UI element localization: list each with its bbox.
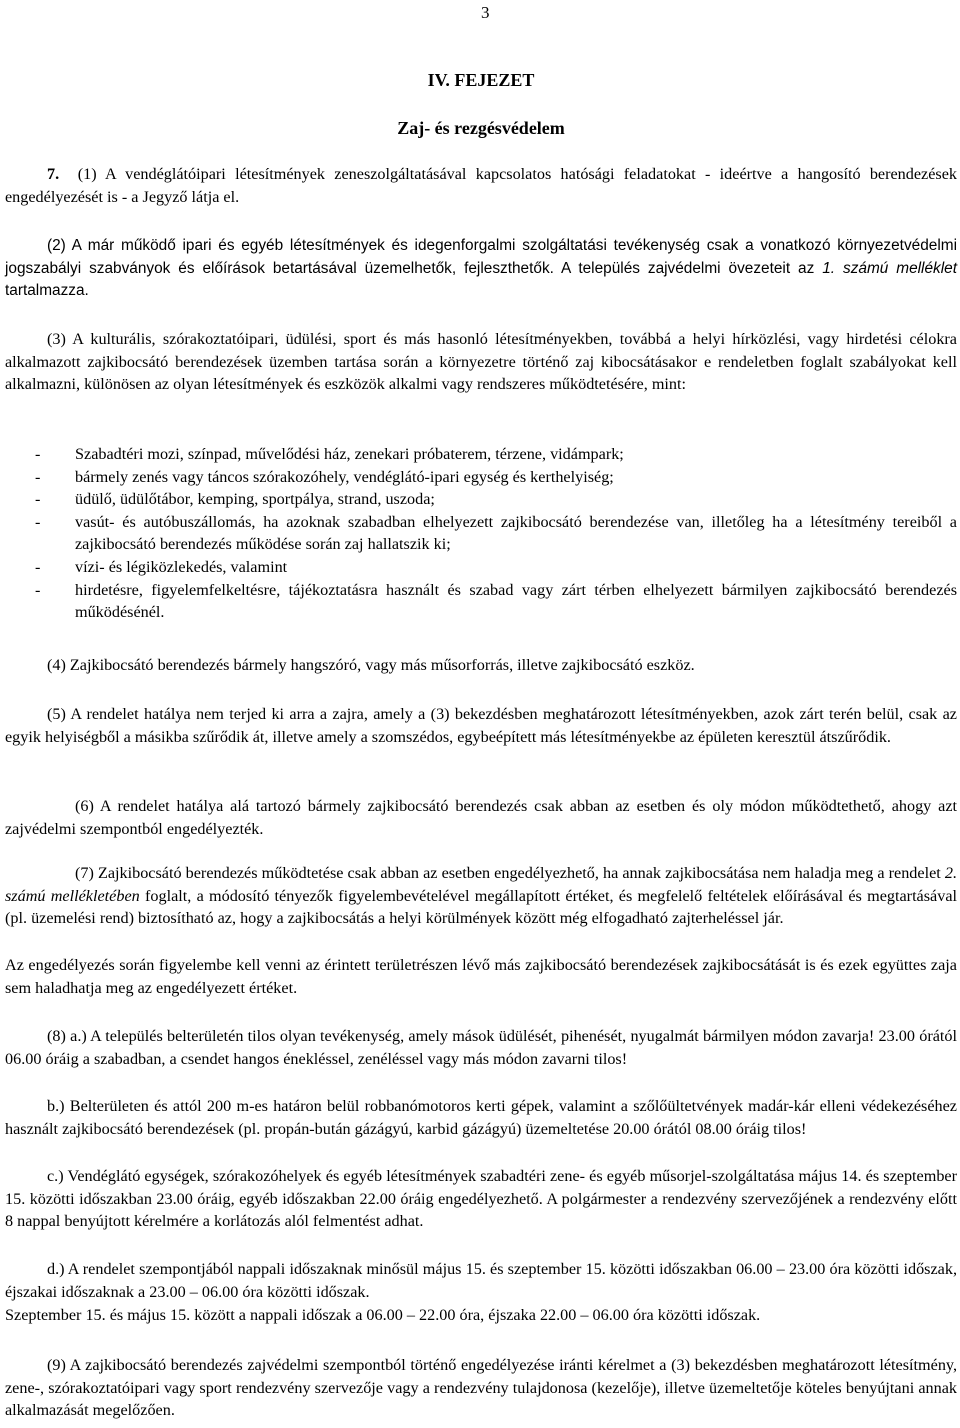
paragraph-9: (9) A zajkibocsátó berendezés zajvédelmi szempontból történő engedélyezése iránti kérelmet a (3) bekezdésben meghatározott létesítmény, zene-, szórakoztatóipari vagy sport rendezvény szervezője vagy a rendezvény tulajdonosa (kezelője), illetve üzemeltetője köteles benyújtani annak alkalmazását megelőzően. bbox=[5, 1356, 957, 1420]
paragraph-2 bbox=[5, 235, 957, 303]
list-dash: - bbox=[35, 580, 41, 599]
list-item: - Szabadtéri mozi, színpad, művelődési ház, zenekari próbaterem, térzene, vidámpark; bbox=[5, 443, 957, 466]
facility-list bbox=[5, 443, 957, 624]
annex-1-reference: 1. számú melléklet bbox=[822, 259, 957, 277]
paragraph-1 bbox=[5, 163, 957, 208]
paragraph-7b: Az engedélyezés során figyelembe kell venni az érintett területrészen lévő más zajkibocsátó berendezések zajkibocsátását is és ezek együttes zaja sem haladhatja meg az engedélyezett értéket. bbox=[5, 956, 957, 997]
section-number: 7. bbox=[47, 165, 60, 183]
paragraph-8c: c.) Vendéglátó egységek, szórakozóhelyek és egyéb létesítmények szabadtéri zene- és egyéb műsorjel-szolgáltatása május 14. és szeptember 15. közötti időszakban 23.00 óráig, egyéb időszakban 22.00 óráig engedélyezhető. A polgármester a rendezvény szervezőjének a rendezvény előtt 8 nappal benyújtott kérelmére a korlátozás alól felmentést adhat. bbox=[5, 1167, 957, 1231]
paragraph-2-text: (2) A már működő ipari és egyéb létesítmények és idegenforgalmi szolgáltatási tevékenység csak a vonatkozó környezetvédelmi jogszabályi szabványok és előírások betartásával üzemelhetők, fejleszthetők. A település zajvédelmi övezeteit az bbox=[5, 237, 957, 277]
page-number: 3 bbox=[481, 3, 490, 22]
list-dash: - bbox=[35, 467, 41, 486]
list-dash: - bbox=[35, 445, 41, 463]
list-dash: - bbox=[35, 557, 41, 576]
paragraph-8d: d.) A rendelet szempontjából nappali időszaknak minősül május 15. és szeptember 15. közötti időszakban 06.00 – 23.00 óra közötti időszak, éjszakai időszaknak a 23.00 – 06.00 óra közötti időszak. bbox=[5, 1260, 957, 1301]
paragraph-1-text: (1) A vendéglátóipari létesítmények zeneszolgáltatásával kapcsolatos hatósági feladatokat - ideértve a hangosító berendezések engedélyezését is - a Jegyző látja el. bbox=[5, 165, 958, 206]
paragraph-8e: Szeptember 15. és május 15. között a nappali időszak a 06.00 – 22.00 óra, éjszaka 22.00 – 06.00 óra közötti időszak. bbox=[5, 1306, 761, 1324]
list-item: - hirdetésre, figyelemfelkeltésre, tájékoztatásra használt és szabad vagy zárt térben elhelyezett bármilyen zajkibocsátó berendezés működésénél. bbox=[35, 580, 957, 622]
list-dash: - bbox=[35, 490, 41, 509]
list-item: - vízi- és légiközlekedés, valamint bbox=[5, 556, 957, 579]
paragraph-4: (4) Zajkibocsátó berendezés bármely hangszóró, vagy más műsorforrás, illetve zajkibocsátó eszköz. bbox=[47, 656, 695, 674]
list-item: - üdülő, üdülőtábor, kemping, sportpálya, strand, uszoda; bbox=[5, 488, 957, 511]
paragraph-7-tail: foglalt, a módosító tényezők figyelembevételével megállapított értéket, és megfelelő feltételek előírásával és megtartásával (pl. üzemelési rend) biztosítható az, hogy a zajkibocsátás a helyi körülmények között még elfogadható zajterheléssel jár. bbox=[5, 886, 958, 928]
list-item: - vasút- és autóbuszállomás, ha azoknak szabadban elhelyezett zajkibocsátó berendezése van, illetőleg ha a létesítmény tereiből a zajkibocsátó berendezés működése során zaj hallatszik ki; bbox=[35, 512, 957, 554]
paragraph-8b: b.) Belterületen és attól 200 m-es határon belül robbanómotoros kerti gépek, valamint a szőlőültetvények madár-kár elleni védekezéséhez használt zajkibocsátó berendezések (pl. propán-bután gázágyú, karbid gázágyú) üzemeltetése 20.00 órától 08.00 óráig tilos! bbox=[5, 1097, 957, 1138]
paragraph-7-text: (7) Zajkibocsátó berendezés működtetése csak abban az esetben engedélyezhető, ha annak zajkibocsátása nem haladja meg a rendelet bbox=[75, 864, 945, 882]
paragraph-6: (6) A rendelet hatálya alá tartozó bármely zajkibocsátó berendezés csak abban az esetben és oly módon működtethető, ahogy azt zajvédelmi szempontból engedélyezték. bbox=[5, 797, 957, 838]
chapter-title: IV. FEJEZET bbox=[427, 70, 535, 90]
paragraph-7 bbox=[5, 862, 957, 930]
chapter-subtitle: Zaj- és rezgésvédelem bbox=[397, 118, 565, 138]
paragraph-5: (5) A rendelet hatálya nem terjed ki arra a zajra, amely a (3) bekezdésben meghatározott létesítményekben, azok zárt terén belül, csak az egyik helyiségből a másikba szűrődik át, illetve amely a szomszédos, egybeépített más létesítményekbe az épületen keresztül átszűrődik. bbox=[5, 705, 957, 746]
paragraph-8a: (8) a.) A település belterületén tilos olyan tevékenység, amely mások üdülését, pihenését, nyugalmát bármilyen módon zavarja! 23.00 órától 06.00 óráig a szabadban, a csendet hangos énekléssel, zenéléssel vagy más módon zavarni tilos! bbox=[5, 1027, 957, 1068]
paragraph-3: (3) A kulturális, szórakoztatóipari, üdülési, sport és más hasonló létesítményekben, továbbá a helyi hírközlési, vagy hirdetési célokra alkalmazott zajkibocsátó berendezések üzemben tartása során a környezetre történő zaj kibocsátásakor e rendeletben foglalt szabályokat kell alkalmazni, különösen az olyan létesítmények és eszközök alkalmi vagy rendszeres működtetésére, mint: bbox=[5, 330, 957, 394]
paragraph-2-tail: tartalmazza. bbox=[5, 282, 89, 300]
list-dash: - bbox=[35, 512, 41, 531]
list-item: - bármely zenés vagy táncos szórakozóhely, vendéglátó-ipari egység és kerthelyiség; bbox=[5, 466, 957, 489]
annex-2-reference: 2. számú mellékletében bbox=[5, 864, 957, 905]
